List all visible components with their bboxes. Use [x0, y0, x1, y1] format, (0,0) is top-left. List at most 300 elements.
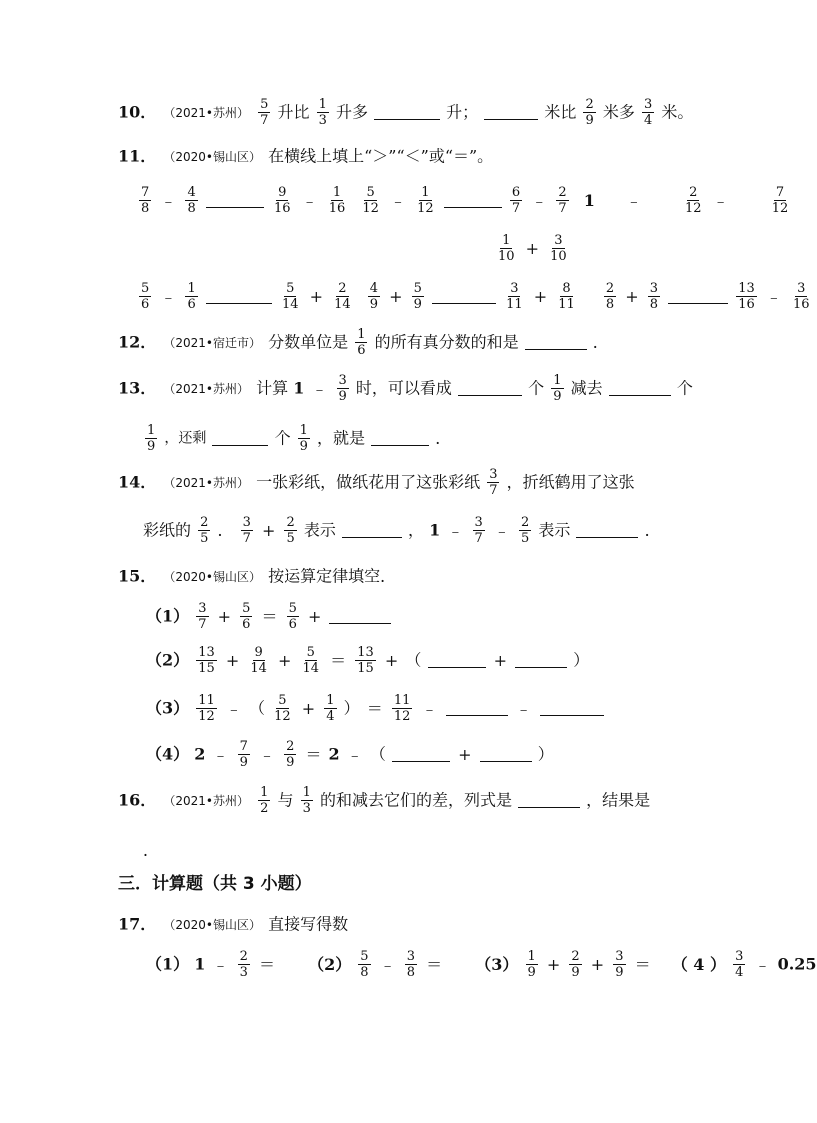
- numerator: 6: [511, 185, 521, 200]
- fraction: [301, 785, 313, 816]
- text: ．: [143, 840, 160, 860]
- question-source: （2020•锡山区）: [163, 569, 261, 584]
- part-label: （ 4 ）: [671, 954, 727, 974]
- minus-sign: ﹣: [421, 698, 438, 718]
- answer-blank[interactable]: [446, 701, 508, 716]
- denominator: 8: [141, 201, 150, 216]
- denominator: 16: [738, 297, 755, 312]
- minus-sign: ﹣: [765, 286, 782, 306]
- plus-sign: +: [309, 286, 323, 306]
- numerator: 3: [797, 281, 806, 296]
- text: 时，可以看成: [355, 378, 452, 398]
- answer-blank[interactable]: [458, 381, 522, 396]
- fraction: [196, 693, 217, 724]
- denominator: 7: [260, 113, 269, 128]
- plus-sign: +: [384, 650, 399, 670]
- numerator: 3: [474, 515, 483, 530]
- denominator: 6: [288, 617, 297, 632]
- numerator: 5: [286, 281, 295, 296]
- question-source: （2021•宿迁市）: [163, 335, 261, 350]
- fraction: [324, 693, 336, 724]
- denominator: 9: [615, 965, 624, 980]
- denominator: 9: [299, 439, 308, 454]
- question-number: 14．: [118, 472, 157, 492]
- question-source: （2021•苏州）: [163, 793, 249, 808]
- fraction: [196, 645, 217, 676]
- fraction: [332, 281, 353, 312]
- fraction: [473, 515, 485, 546]
- minus-sign: ﹣: [225, 698, 242, 718]
- numerator: 1: [260, 785, 269, 800]
- fraction: [683, 185, 704, 216]
- fraction: [258, 785, 270, 816]
- text: 升；: [446, 102, 479, 122]
- text: ，折纸鹤用了这张: [506, 472, 635, 492]
- numerator: 4: [369, 281, 379, 296]
- numerator: 2: [689, 185, 698, 200]
- fraction: [327, 185, 348, 216]
- denominator: 12: [685, 201, 702, 216]
- fraction: [185, 185, 197, 216]
- minus-sign: ﹣: [258, 744, 275, 764]
- text: ．: [592, 332, 609, 352]
- text: 米。: [661, 102, 694, 122]
- numerator: 3: [338, 373, 347, 388]
- paren: ）: [537, 744, 554, 764]
- paren: （: [405, 650, 422, 670]
- fraction: [405, 949, 417, 980]
- fraction: [238, 949, 250, 980]
- numerator: 1: [357, 327, 366, 342]
- numerator: 7: [141, 185, 150, 200]
- part-label: （2）: [308, 954, 352, 974]
- denominator: 7: [489, 483, 498, 498]
- numerator: 1: [421, 185, 430, 200]
- numerator: 5: [288, 601, 297, 616]
- denominator: 4: [735, 965, 744, 980]
- fraction: [519, 515, 531, 546]
- text: 米多: [602, 102, 635, 122]
- text: 分数单位是: [268, 332, 349, 352]
- denominator: 16: [328, 201, 346, 216]
- fraction: [368, 281, 380, 312]
- minus-sign: ﹣: [160, 190, 177, 210]
- fraction: [415, 185, 436, 216]
- equals-sign: ＝: [634, 954, 651, 974]
- fraction: [569, 949, 581, 980]
- plus-sign: +: [533, 286, 548, 306]
- numerator: 11: [393, 693, 411, 708]
- compare-blank[interactable]: [206, 289, 272, 304]
- answer-blank[interactable]: [518, 793, 580, 808]
- answer-blank[interactable]: [576, 523, 638, 538]
- text: ，还剩: [164, 430, 207, 447]
- answer-blank[interactable]: [428, 653, 486, 668]
- question-source: （2021•苏州）: [163, 105, 249, 120]
- minus-sign: ﹣: [447, 520, 464, 540]
- answer-blank[interactable]: [540, 701, 604, 716]
- number-one: 1: [293, 378, 305, 398]
- numerator: 2: [605, 281, 615, 296]
- fraction: [287, 601, 299, 632]
- numerator: 3: [489, 467, 498, 482]
- text: 彩纸的: [143, 520, 192, 540]
- plus-sign: +: [217, 606, 232, 626]
- fraction: [556, 185, 568, 216]
- compare-row-1: [137, 180, 792, 221]
- numerator: 1: [302, 785, 311, 800]
- paren: ）: [573, 650, 590, 670]
- denominator: 9: [413, 297, 422, 312]
- part-label: （1）: [146, 606, 190, 626]
- denominator: 8: [649, 297, 659, 312]
- part-label: （3）: [146, 698, 190, 718]
- denominator: 8: [360, 965, 369, 980]
- number-one: 1: [429, 520, 441, 540]
- text: 的和减去它们的差，列式是: [319, 790, 512, 810]
- minus-sign: ﹣: [301, 190, 318, 210]
- denominator: 4: [643, 113, 653, 128]
- denominator: 7: [474, 531, 483, 546]
- text: 表示: [303, 520, 336, 540]
- fraction: [284, 739, 296, 770]
- numerator: 1: [553, 373, 562, 388]
- question-source: （2021•苏州）: [163, 475, 249, 490]
- fraction: [198, 515, 210, 546]
- numerator: 8: [562, 281, 571, 296]
- minus-sign: ﹣: [346, 744, 363, 764]
- fraction: [355, 327, 367, 358]
- minus-sign: ﹣: [625, 190, 642, 210]
- fraction: [337, 373, 349, 404]
- denominator: 7: [242, 531, 251, 546]
- denominator: 2: [260, 801, 269, 816]
- fraction: [355, 645, 376, 676]
- question-17: [118, 904, 348, 945]
- plus-sign: +: [625, 286, 639, 306]
- answer-blank[interactable]: [484, 105, 538, 120]
- compare-blank[interactable]: [206, 193, 264, 208]
- numerator: 1: [187, 281, 196, 296]
- minus-sign: ﹣: [160, 286, 177, 306]
- equals-sign: ＝: [366, 698, 383, 718]
- numerator: 3: [649, 281, 659, 296]
- numerator: 2: [239, 949, 248, 964]
- question-number: 17．: [118, 914, 157, 934]
- fraction: [648, 281, 660, 312]
- fraction: [139, 185, 151, 216]
- numerator: 2: [338, 281, 347, 296]
- text: ，就是: [317, 428, 366, 448]
- text: 计算: [256, 378, 289, 398]
- decimal-number: 0.25: [777, 954, 817, 974]
- numerator: 5: [278, 693, 287, 708]
- answer-blank[interactable]: [515, 653, 567, 668]
- numerator: 3: [242, 515, 251, 530]
- numerator: 1: [502, 233, 511, 248]
- part-label: （2）: [146, 650, 190, 670]
- question-number: 12．: [118, 332, 157, 352]
- question-12: [118, 322, 609, 363]
- q15-part-2: [146, 640, 589, 681]
- fraction: [556, 281, 577, 312]
- answer-blank[interactable]: [342, 523, 402, 538]
- question-10: [118, 92, 693, 133]
- numerator: 13: [198, 645, 215, 660]
- fraction: [412, 281, 424, 312]
- question-14: [118, 462, 635, 503]
- denominator: 5: [200, 531, 209, 546]
- fraction: [504, 281, 525, 312]
- numerator: 1: [147, 423, 156, 438]
- text: 减去: [570, 378, 603, 398]
- question-number: 16．: [118, 790, 157, 810]
- question-13: [118, 368, 693, 409]
- text: ．: [644, 520, 661, 540]
- minus-sign: ﹣: [311, 378, 328, 398]
- minus-sign: ﹣: [379, 954, 396, 974]
- denominator: 10: [550, 249, 567, 264]
- plus-sign: +: [261, 520, 276, 540]
- numerator: 9: [278, 185, 287, 200]
- fraction: [583, 97, 595, 128]
- denominator: 3: [318, 113, 327, 128]
- question-source: （2021•苏州）: [163, 381, 249, 396]
- denominator: 6: [187, 297, 196, 312]
- question-16: [118, 780, 650, 821]
- equals-sign: ＝: [426, 954, 443, 974]
- denominator: 12: [274, 709, 291, 724]
- answer-blank[interactable]: [392, 747, 450, 762]
- numerator: 5: [260, 97, 269, 112]
- fraction: [548, 233, 569, 264]
- denominator: 14: [281, 297, 299, 312]
- numerator: 2: [558, 185, 567, 200]
- numerator: 3: [510, 281, 519, 296]
- plus-sign: +: [278, 650, 292, 670]
- question-source: （2020•锡山区）: [163, 149, 261, 164]
- numerator: 2: [286, 739, 295, 754]
- numerator: 2: [585, 97, 594, 112]
- text: 个: [676, 378, 693, 398]
- fraction: [238, 739, 250, 770]
- denominator: 9: [527, 965, 536, 980]
- numerator: 2: [286, 515, 295, 530]
- fraction: [392, 693, 413, 724]
- plus-sign: +: [301, 698, 316, 718]
- denominator: 14: [250, 661, 267, 676]
- fraction: [301, 645, 322, 676]
- fraction: [139, 281, 151, 312]
- denominator: 3: [302, 801, 311, 816]
- numerator: 3: [406, 949, 416, 964]
- numerator: 13: [357, 645, 374, 660]
- answer-blank[interactable]: [525, 335, 587, 350]
- denominator: 9: [338, 389, 347, 404]
- text: ．: [217, 520, 234, 540]
- fraction: [317, 97, 329, 128]
- q15-part-1: [146, 596, 392, 637]
- denominator: 6: [141, 297, 150, 312]
- fraction: [604, 281, 616, 312]
- numerator: 7: [775, 185, 785, 200]
- numerator: 5: [141, 281, 150, 296]
- denominator: 12: [417, 201, 434, 216]
- numerator: 5: [242, 601, 251, 616]
- answer-blank[interactable]: [329, 609, 391, 624]
- fraction: [280, 281, 301, 312]
- text: 表示: [538, 520, 571, 540]
- minus-sign: ﹣: [493, 520, 510, 540]
- fraction: [360, 185, 381, 216]
- numerator: 5: [306, 645, 315, 660]
- compare-blank[interactable]: [432, 289, 496, 304]
- fraction: [258, 97, 270, 128]
- fraction: [510, 185, 522, 216]
- question-14-cont: [143, 510, 661, 551]
- question-15: [118, 556, 396, 597]
- denominator: 12: [771, 201, 789, 216]
- numerator: 2: [200, 515, 209, 530]
- answer-blank[interactable]: [609, 381, 671, 396]
- fraction: [196, 601, 208, 632]
- question-text: 在横线上填上“＞”“＜”或“＝”。: [268, 146, 494, 166]
- denominator: 7: [511, 201, 521, 216]
- denominator: 9: [585, 113, 594, 128]
- fraction: [526, 949, 538, 980]
- paren: （: [248, 698, 265, 718]
- q17-parts: [146, 944, 817, 985]
- numerator: 4: [187, 185, 196, 200]
- plus-sign: +: [493, 650, 508, 670]
- denominator: 6: [357, 343, 366, 358]
- plus-sign: +: [590, 954, 605, 974]
- denominator: 9: [239, 755, 248, 770]
- denominator: 14: [334, 297, 351, 312]
- q15-part-3: [146, 688, 605, 729]
- minus-sign: ﹣: [389, 190, 406, 210]
- numerator: 9: [254, 645, 263, 660]
- text: 一张彩纸，做纸花用了这张彩纸: [256, 472, 481, 492]
- fraction: [248, 645, 269, 676]
- number: 2: [328, 744, 340, 764]
- numerator: 1: [527, 949, 536, 964]
- fraction: [272, 693, 293, 724]
- denominator: 12: [362, 201, 379, 216]
- plus-sign: +: [525, 238, 540, 258]
- fraction: [791, 281, 812, 312]
- number: 2: [194, 744, 206, 764]
- numerator: 5: [360, 949, 369, 964]
- denominator: 9: [571, 965, 580, 980]
- numerator: 1: [299, 423, 308, 438]
- fraction: [733, 949, 745, 980]
- numerator: 3: [615, 949, 624, 964]
- denominator: 9: [286, 755, 295, 770]
- denominator: 9: [147, 439, 156, 454]
- numerator: 2: [520, 515, 530, 530]
- denominator: 5: [520, 531, 530, 546]
- numerator: 5: [366, 185, 375, 200]
- text: 米比: [544, 102, 577, 122]
- fraction: [613, 949, 625, 980]
- plus-sign: +: [225, 650, 240, 670]
- part-label: （1）: [146, 954, 190, 974]
- compare-blank[interactable]: [668, 289, 728, 304]
- denominator: 3: [239, 965, 248, 980]
- denominator: 12: [198, 709, 215, 724]
- text: ．: [435, 428, 452, 448]
- equals-sign: ＝: [258, 954, 275, 974]
- q15-part-4: [146, 734, 554, 775]
- answer-blank[interactable]: [374, 105, 440, 120]
- denominator: 11: [506, 297, 523, 312]
- denominator: 16: [792, 297, 810, 312]
- equals-sign: ＝: [330, 650, 347, 670]
- denominator: 15: [357, 661, 374, 676]
- denominator: 11: [558, 297, 575, 312]
- denominator: 14: [302, 661, 320, 676]
- fraction: [272, 185, 293, 216]
- denominator: 8: [605, 297, 615, 312]
- numerator: 2: [571, 949, 580, 964]
- fraction: [642, 97, 654, 128]
- answer-blank[interactable]: [212, 431, 268, 446]
- question-13-cont: [143, 418, 451, 459]
- compare-blank[interactable]: [444, 193, 502, 208]
- denominator: 5: [286, 531, 295, 546]
- denominator: 15: [198, 661, 215, 676]
- question-text: 按运算定律填空．: [268, 566, 397, 586]
- part-label: （3）: [475, 954, 519, 974]
- denominator: 8: [406, 965, 416, 980]
- number-one: 1: [194, 954, 206, 974]
- question-number: 10．: [118, 102, 157, 122]
- denominator: 8: [187, 201, 196, 216]
- denominator: 7: [198, 617, 207, 632]
- answer-blank[interactable]: [480, 747, 532, 762]
- number-one: 1: [583, 190, 595, 210]
- compare-row-1-extra: [494, 228, 571, 269]
- numerator: 3: [643, 97, 653, 112]
- minus-sign: ﹣: [754, 954, 771, 974]
- answer-blank[interactable]: [371, 431, 429, 446]
- fraction: [298, 423, 310, 454]
- fraction: [284, 515, 296, 546]
- fraction: [241, 515, 253, 546]
- text: ，: [408, 520, 425, 540]
- text: 的所有真分数的和是: [374, 332, 519, 352]
- text: ，结果是: [586, 790, 651, 810]
- paren: ）: [343, 698, 360, 718]
- numerator: 11: [198, 693, 215, 708]
- question-number: 11．: [118, 146, 157, 166]
- denominator: 12: [393, 709, 411, 724]
- text: 个: [274, 428, 291, 448]
- question-text: 直接写得数: [268, 914, 349, 934]
- plus-sign: +: [546, 954, 561, 974]
- minus-sign: ﹣: [515, 698, 532, 718]
- numerator: 5: [413, 281, 422, 296]
- plus-sign: +: [389, 286, 403, 306]
- numerator: 7: [239, 739, 248, 754]
- denominator: 9: [369, 297, 379, 312]
- fraction: [770, 185, 791, 216]
- denominator: 7: [558, 201, 567, 216]
- denominator: 6: [242, 617, 251, 632]
- fraction: [240, 601, 252, 632]
- plus-sign: +: [458, 744, 472, 764]
